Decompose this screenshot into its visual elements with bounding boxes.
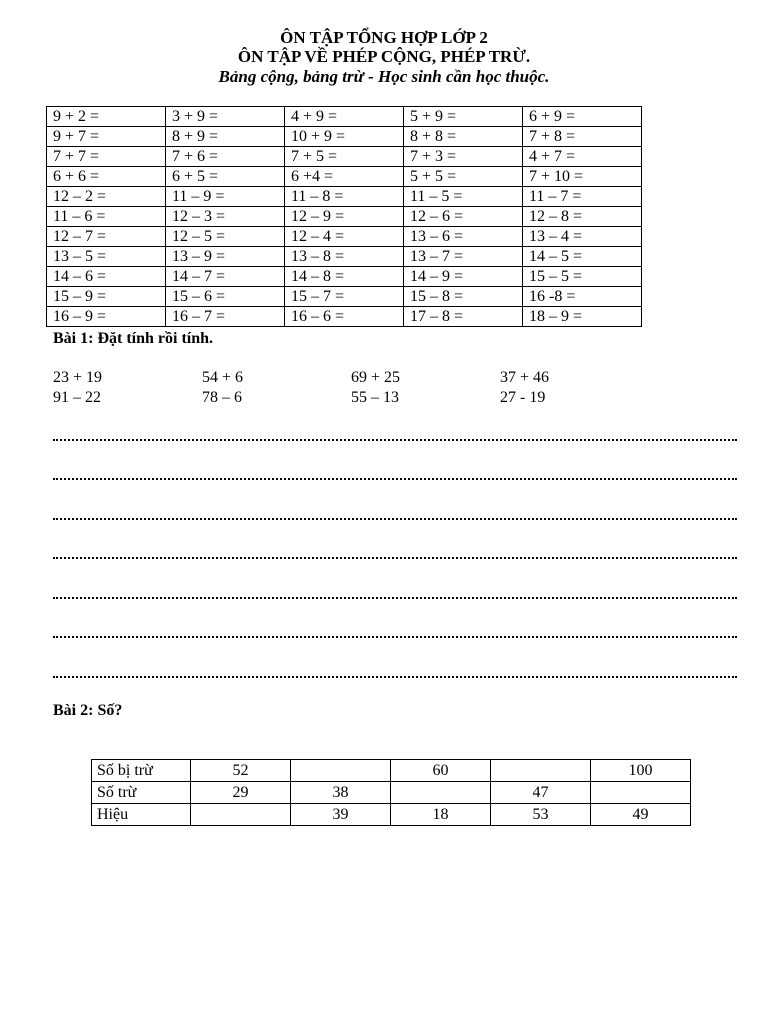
table-cell: 16 – 9 = [47, 307, 166, 327]
table-cell: 11 – 8 = [285, 187, 404, 207]
table-cell: 15 – 7 = [285, 287, 404, 307]
table-row [47, 267, 642, 287]
row-label: Số bị trừ [92, 760, 191, 782]
table-row [47, 167, 642, 187]
calc-item: 55 – 13 [351, 389, 399, 406]
calc-item: 27 - 19 [500, 389, 546, 406]
table-row [47, 147, 642, 167]
table-cell: 14 – 7 = [166, 267, 285, 287]
table-cell: 17 – 8 = [404, 307, 523, 327]
table-cell: 14 – 8 = [285, 267, 404, 287]
table-cell: 18 [391, 804, 491, 826]
table-cell: 52 [191, 760, 291, 782]
calc-item: 37 + 46 [500, 369, 550, 386]
table-cell[interactable] [191, 804, 291, 826]
table-cell: 38 [291, 782, 391, 804]
table-row [47, 227, 642, 247]
table-cell: 9 + 2 = [47, 107, 166, 127]
table-row [92, 804, 691, 826]
table-cell: 49 [591, 804, 691, 826]
table-cell: 12 – 6 = [404, 207, 523, 227]
table-cell: 14 – 6 = [47, 267, 166, 287]
table-row [47, 247, 642, 267]
table-cell: 53 [491, 804, 591, 826]
table-cell: 16 -8 = [523, 287, 642, 307]
table-row [47, 107, 642, 127]
table-row [47, 127, 642, 147]
exercise-1-title: Bài 1: Đặt tính rồi tính. [53, 330, 214, 347]
worksheet-subtitle: ÔN TẬP VỀ PHÉP CỘNG, PHÉP TRỪ. [237, 47, 531, 66]
table-row [47, 207, 642, 227]
table-cell: 39 [291, 804, 391, 826]
table-cell: 12 – 5 = [166, 227, 285, 247]
table-cell: 100 [591, 760, 691, 782]
table-cell: 6 + 6 = [47, 167, 166, 187]
table-cell: 8 + 8 = [404, 127, 523, 147]
table-cell[interactable] [591, 782, 691, 804]
table-cell: 14 – 9 = [404, 267, 523, 287]
table-cell: 9 + 7 = [47, 127, 166, 147]
table-cell: 15 – 5 = [523, 267, 642, 287]
answer-line [53, 557, 737, 559]
table-cell: 12 – 8 = [523, 207, 642, 227]
table-cell: 10 + 9 = [285, 127, 404, 147]
table-cell: 4 + 7 = [523, 147, 642, 167]
table-cell: 13 – 6 = [404, 227, 523, 247]
answer-line [53, 478, 737, 480]
exercise-2-title: Bài 2: Số? [53, 702, 123, 719]
table-cell: 11 – 7 = [523, 187, 642, 207]
table-cell[interactable] [391, 782, 491, 804]
table-cell: 6 + 9 = [523, 107, 642, 127]
row-label: Số trừ [92, 782, 191, 804]
table-row [47, 287, 642, 307]
table-cell: 7 + 8 = [523, 127, 642, 147]
calc-item: 91 – 22 [53, 389, 101, 406]
calc-item: 69 + 25 [351, 369, 401, 386]
table-cell: 3 + 9 = [166, 107, 285, 127]
table-cell: 15 – 6 = [166, 287, 285, 307]
table-cell: 29 [191, 782, 291, 804]
table-cell: 11 – 6 = [47, 207, 166, 227]
addition-subtraction-table [46, 106, 642, 327]
table-cell: 13 – 7 = [404, 247, 523, 267]
table-cell[interactable] [291, 760, 391, 782]
subtraction-number-table [91, 759, 691, 826]
table-cell: 5 + 9 = [404, 107, 523, 127]
table-cell: 13 – 4 = [523, 227, 642, 247]
calc-item: 78 – 6 [202, 389, 242, 406]
worksheet-title: ÔN TẬP TỔNG HỢP LỚP 2 [280, 28, 488, 47]
table-cell: 6 +4 = [285, 167, 404, 187]
table-cell: 4 + 9 = [285, 107, 404, 127]
answer-line [53, 597, 737, 599]
table-cell: 15 – 9 = [47, 287, 166, 307]
answer-line [53, 439, 737, 441]
table-cell: 12 – 2 = [47, 187, 166, 207]
answer-line [53, 518, 737, 520]
calc-item: 23 + 19 [53, 369, 103, 386]
table-cell: 5 + 5 = [404, 167, 523, 187]
table-cell: 12 – 9 = [285, 207, 404, 227]
worksheet-instruction: Bảng cộng, bảng trừ - Học sinh cần học thuộc. [218, 67, 550, 86]
answer-line [53, 636, 737, 638]
table-cell: 7 + 3 = [404, 147, 523, 167]
table-row [47, 187, 642, 207]
table-row [47, 307, 642, 327]
table-cell: 12 – 3 = [166, 207, 285, 227]
table-cell: 13 – 5 = [47, 247, 166, 267]
table-cell: 7 + 10 = [523, 167, 642, 187]
table-cell: 11 – 9 = [166, 187, 285, 207]
table-cell: 11 – 5 = [404, 187, 523, 207]
table-cell: 12 – 7 = [47, 227, 166, 247]
table-cell: 7 + 7 = [47, 147, 166, 167]
table-cell: 7 + 5 = [285, 147, 404, 167]
table-row [92, 760, 691, 782]
table-cell: 13 – 9 = [166, 247, 285, 267]
table-cell: 16 – 7 = [166, 307, 285, 327]
table-cell: 47 [491, 782, 591, 804]
table-cell: 15 – 8 = [404, 287, 523, 307]
table-cell: 14 – 5 = [523, 247, 642, 267]
table-cell[interactable] [491, 760, 591, 782]
table-row [92, 782, 691, 804]
table-cell: 60 [391, 760, 491, 782]
table-cell: 13 – 8 = [285, 247, 404, 267]
answer-line [53, 676, 737, 678]
calc-item: 54 + 6 [202, 369, 244, 386]
table-cell: 6 + 5 = [166, 167, 285, 187]
row-label: Hiệu [92, 804, 191, 826]
table-cell: 8 + 9 = [166, 127, 285, 147]
table-cell: 7 + 6 = [166, 147, 285, 167]
table-cell: 18 – 9 = [523, 307, 642, 327]
table-cell: 12 – 4 = [285, 227, 404, 247]
table-cell: 16 – 6 = [285, 307, 404, 327]
